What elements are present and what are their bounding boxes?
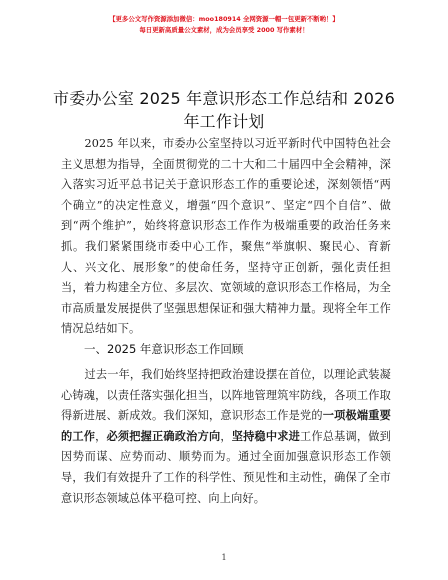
promo-banner-line-2: 每日更新高质量公文素材，成为会员享受 2000 写作素材！: [139, 26, 309, 34]
review-paragraph: [61, 365, 391, 509]
page-number: 1: [221, 553, 227, 562]
review-bold-1: 一项极端重要的工作: [61, 409, 392, 443]
review-text-3: ，: [220, 429, 232, 443]
review-bold-2: 必须把握正确政治方向: [106, 429, 221, 443]
review-text-1: 过去一年，我们始终坚持把政治建设摆在首位，以理论武装凝心铸魂，以责任落实强化担当，以阵地管理筑牢防线，各项工作取得新进展、新成效。我们深知，意识形态工作是党的: [61, 368, 391, 423]
review-text-2: ，: [95, 429, 107, 443]
intro-paragraph: 2025 年以来，市委办公室坚持以习近平新时代中国特色社会主义思想为指导，全面贯彻党的二十大和二十届四中全会精神，深入落实习近平总书记关于意识形态工作的重要论述，深刻领悟“两个确立”的决定性意义，增强“四个意识”、坚定“四个自信”、做到“两个维护”，始终将意识形态工作作为极端重要的政治任务来抓。我们紧紧围绕市委中心工作，聚焦“举旗帜、聚民心、育新人、兴文化、展形象”的使命任务，坚持守正创新，强化责任担当，着力构建全方位、多层次、宽领域的意识形态工作格局，为全市高质量发展提供了坚强思想保证和强大精神力量。现将全年工作情况总结如下。: [61, 137, 391, 336]
review-text-4: 工作总基调，做到因势而谋、应势而动、顺势而为。通过全面加强意识形态工作领导，我们有效提升了工作的科学性、预见性和主动性，确保了全市意识形态领域总体平稳可控、向上向好。: [61, 429, 391, 505]
review-section: [61, 365, 391, 509]
intro-section: [61, 134, 391, 340]
document-title-line-1: 市委办公室 2025 年意识形态工作总结和 2026: [53, 89, 395, 108]
section-heading: 一、2025 年意识形态工作回顾: [84, 342, 244, 356]
review-bold-3: 坚持稳中求进: [231, 429, 300, 443]
document-title-line-2: 年工作计划: [183, 112, 265, 131]
promo-banner-line-1: 【更多公文写作资源添加微信：moo180914 全网资源一帽一包更新不断哟！】: [109, 15, 339, 23]
